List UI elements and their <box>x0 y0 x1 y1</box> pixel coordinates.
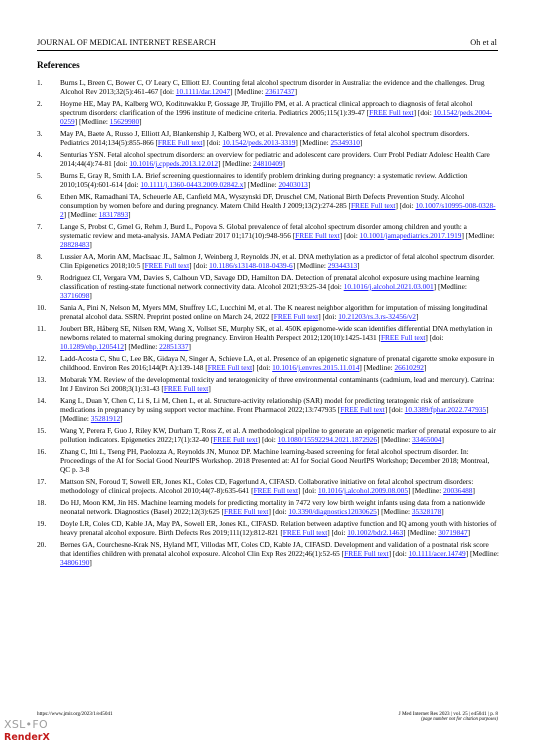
reference-link[interactable]: 35328178 <box>411 507 442 516</box>
reference-item <box>37 519 499 537</box>
reference-number: 7. <box>37 222 43 231</box>
reference-text <box>60 540 499 567</box>
free-full-text-link[interactable]: FREE Full text <box>282 528 328 537</box>
reference-number: 1. <box>37 78 43 87</box>
free-full-text-link[interactable]: FREE Full text <box>369 108 414 117</box>
reference-number: 5. <box>37 171 43 180</box>
reference-item <box>37 303 499 321</box>
reference-item <box>37 150 499 168</box>
free-full-text-link[interactable]: FREE Full text <box>350 201 396 210</box>
reference-item <box>37 129 499 147</box>
reference-link[interactable]: 23617437 <box>265 87 295 96</box>
reference-text <box>60 354 494 372</box>
reference-text-segment: ] [Medline: <box>377 435 413 444</box>
reference-text-segment: Zhang C, Itti L, Tseng PH, Paolozza A, Reynolds JN, Munoz DP. Machine learning-based screening for fetal alcohol spectrum disorder. In: Proceedings of the AI for Social Good NeurIPS Workshop. 2018 Presented at: AI for Social Good NeurIPS Workshop; December 2018; Montreal, QC p. 3-8 <box>60 447 490 474</box>
free-full-text-link[interactable]: FREE Full text <box>213 435 258 444</box>
reference-link[interactable]: 29344313 <box>327 261 358 270</box>
reference-item <box>37 273 499 300</box>
free-full-text-link[interactable]: FREE Full text <box>207 363 253 372</box>
free-full-text-link[interactable]: FREE Full text <box>253 486 299 495</box>
reference-text <box>60 252 495 270</box>
reference-text-segment: ] [doi: <box>388 549 409 558</box>
reference-text-segment: ] [Medline: <box>124 342 160 351</box>
reference-number: 17. <box>37 477 47 486</box>
header-rule <box>37 50 498 51</box>
free-full-text-link[interactable]: FREE Full text <box>295 231 340 240</box>
reference-text-segment: ] [doi: <box>327 528 348 537</box>
reference-link[interactable]: 34806190 <box>60 558 90 567</box>
reference-text <box>60 324 492 351</box>
reference-link[interactable]: 26610292 <box>394 363 424 372</box>
reference-text-segment: ] [doi: <box>202 138 223 147</box>
reference-text <box>60 78 485 96</box>
reference-text <box>60 150 490 168</box>
reference-link[interactable]: 10.1289/ehp.1205412 <box>60 342 125 351</box>
reference-text-segment: Ladd-Acosta C, Shu C, Lee BK, Gidaya N, Singer A, Schieve LA, et al. Presence of an epigenetic signature of prenatal cigarette smoke exposure in childhood. Environ Res 2016;144(Pt A):139-148 [ <box>60 354 495 372</box>
reference-text-segment: Lange S, Probst C, Gmel G, Rehm J, Burd L, Popova S. Global prevalence of fetal alcohol spectrum disorder among children and youth: a systematic review and meta-analysis. JAMA Pediatr 2017 01;171(10):948-956 [ <box>60 222 467 240</box>
reference-link[interactable]: 10.1542/peds.2004-0259 <box>60 108 492 126</box>
reference-item <box>37 477 499 495</box>
reference-link[interactable]: 10.21203/rs.3.rs-32456/v2 <box>338 312 416 321</box>
reference-text-segment: ] [doi: <box>384 405 405 414</box>
free-full-text-link[interactable]: FREE Full text <box>223 507 269 516</box>
reference-link[interactable]: 10.1016/j.alcohol.2021.03.001 <box>343 282 434 291</box>
reference-text-segment: ] <box>359 138 363 147</box>
reference-text-segment: ] <box>294 87 298 96</box>
free-full-text-link[interactable]: FREE Full text <box>273 312 319 321</box>
reference-link[interactable]: 28828483 <box>60 240 90 249</box>
reference-link[interactable]: 35281912 <box>90 414 121 423</box>
reference-link[interactable]: 20403013 <box>278 180 308 189</box>
reference-number: 19. <box>37 519 47 528</box>
reference-item <box>37 222 499 249</box>
reference-item <box>37 99 499 126</box>
reference-link[interactable]: 10.3390/diagnostics12030625 <box>288 507 377 516</box>
reference-link[interactable]: 20036488 <box>443 486 473 495</box>
reference-text <box>60 222 495 249</box>
reference-number: 10. <box>37 303 47 312</box>
reference-text-segment: Kang L, Duan Y, Chen C, Li S, Li M, Chen L, et al. Structure-activity relationship (SAR) model for predicting teratogenic risk of antiseizure medications in pregnancy by using support vector machine. Front Pharmacol 2022;13:747935 [ <box>60 396 474 414</box>
reference-link[interactable]: 10.1111/j.1360-0443.2009.02842.x <box>140 180 244 189</box>
reference-text-segment: Joubert BR, Håberg SE, Nilsen RM, Wang X, Vollset SE, Murphy SK, et al. 450K epigenome-wide scan identifies differential DNA methylation in newborns related to maternal smoking during pregnancy. Environ Health Perspect 2012;120(10):1425-1431 [ <box>60 324 493 342</box>
reference-text-segment: ] <box>188 342 191 351</box>
reference-link[interactable]: 10.1002/bdr2.1463 <box>347 528 404 537</box>
reference-text-segment: ] <box>441 435 444 444</box>
reference-text-segment: ] [Medline: <box>408 486 444 495</box>
reference-number: 14. <box>37 396 47 405</box>
reference-link[interactable]: 33716098 <box>60 291 90 300</box>
free-full-text-link[interactable]: FREE Full text <box>340 405 385 414</box>
reference-link[interactable]: 30719847 <box>438 528 468 537</box>
reference-text-segment: ] [Medline: <box>433 282 467 291</box>
reference-item <box>37 171 499 189</box>
running-author: Oh et al <box>470 38 497 47</box>
reference-text-segment: ] <box>120 414 123 423</box>
reference-number: 8. <box>37 252 43 261</box>
reference-text <box>60 375 495 393</box>
reference-text-segment: ] [Medline: <box>359 363 395 372</box>
reference-text-segment: ] <box>357 261 360 270</box>
reference-item <box>37 426 499 444</box>
reference-text-segment: Hoyme HE, May PA, Kalberg WO, Kodituwakku P, Gossage JP, Trujillo PM, et al. A practical clinical approach to diagnosis of fetal alcohol spectrum disorders: clarification of the 1996 institute of medicine criteria. Pediatrics 2005;115(1):39-47 [ <box>60 99 473 117</box>
reference-number: 12. <box>37 354 47 363</box>
reference-number: 3. <box>37 129 43 138</box>
reference-number: 18. <box>37 498 47 507</box>
reference-text-segment: Bernes GA, Courchesne-Krak NS, Hyland MT, Villodas MT, Coles CD, Kable JA, CIFASD. Development and validation of a postnatal risk score that identifies children with prenatal alcohol exposure. Alcohol Clin Exp Res 2022;46(1):52-65 [ <box>60 540 489 558</box>
reference-text-segment: May PA, Baete A, Russo J, Elliott AJ, Blankenship J, Kalberg WO, et al. Prevalence and characteristics of fetal alcohol spectrum disorders. Pediatrics 2014;134(5):855-866 [ <box>60 129 470 147</box>
reference-text-segment: ] <box>282 159 285 168</box>
reference-link[interactable]: 10.1186/s13148-018-0439-6 <box>209 261 293 270</box>
reference-text-segment: ] [Medline: <box>230 87 266 96</box>
reference-link[interactable]: 33465004 <box>412 435 442 444</box>
reference-link[interactable]: 10.1007/s10995-008-0328-2 <box>60 201 496 219</box>
reference-text <box>60 303 488 321</box>
footer-citation <box>399 711 498 722</box>
reference-text-segment: ] [Medline: <box>63 210 99 219</box>
footer-url[interactable]: https://www.jmir.org/2023/1/e45041 <box>37 711 113 717</box>
free-full-text-link[interactable]: FREE Full text <box>144 261 190 270</box>
reference-text-segment: ] [Medline: <box>74 117 110 126</box>
reference-text <box>60 498 485 516</box>
reference-text-segment: ] [Medline: <box>292 261 328 270</box>
reference-text <box>60 99 492 126</box>
reference-link[interactable]: 10.1111/acer.14749 <box>408 549 466 558</box>
reference-item <box>37 192 499 219</box>
reference-text-segment: Sania A, Pini N, Nelson M, Myers MM, Shuffrey LC, Lucchini M, et al. The K nearest neighbor algorithm for imputation of missing longitudinal prenatal alcohol data. SSRN. Preprint posted online on March 24, 2022 [ <box>60 303 488 321</box>
citation-line: J Med Internet Res 2023 | vol. 25 | e45041 | p. 8 <box>398 711 498 717</box>
reference-link[interactable]: 10.3389/fphar.2022.747935 <box>404 405 487 414</box>
reference-text-segment: Burns E, Gray R, Smith LA. Brief screening questionnaires to identify problem drinking during pregnancy: a systematic review. Addiction 2010;105(4):601-614 [doi: <box>60 171 468 189</box>
reference-item <box>37 354 499 372</box>
reference-text-segment: ] [doi: <box>318 312 339 321</box>
reference-text-segment: ] <box>467 528 471 537</box>
reference-text-segment: ] [Medline: <box>243 180 279 189</box>
reference-text-segment: ] [Medline: <box>403 528 439 537</box>
reference-link[interactable]: 10.1080/15592294.2021.1872926 <box>277 435 378 444</box>
reference-number: 13. <box>37 375 47 384</box>
reference-item <box>37 396 499 423</box>
reference-text-segment: ] <box>415 312 419 321</box>
reference-link[interactable]: 10.1016/j.alcohol.2009.08.005 <box>318 486 409 495</box>
reference-number: 15. <box>37 426 47 435</box>
reference-text-segment: Lussier AA, Morin AM, MacIsaac JL, Salmon J, Weinberg J, Reynolds JN, et al. DNA methylation as a predictor of fetal alcohol spectrum disorder. Clin Epigenetics 2018;10:5 [ <box>60 252 495 270</box>
reference-text-segment: ] <box>89 558 92 567</box>
reference-link[interactable]: 25349310 <box>330 138 360 147</box>
reference-link[interactable]: 24810409 <box>253 159 283 168</box>
reference-text-segment: ] [doi: <box>252 363 273 372</box>
reference-text-segment: ] [Medline: <box>465 549 499 558</box>
free-full-text-link[interactable]: FREE Full text <box>380 333 426 342</box>
reference-text-segment: ] <box>89 240 92 249</box>
reference-link[interactable]: 15629980 <box>109 117 140 126</box>
reference-text-segment: ] [doi: <box>257 435 278 444</box>
reference-item <box>37 252 499 270</box>
reference-text-segment: ] [doi: <box>395 201 416 210</box>
reference-item <box>37 78 499 96</box>
reference-number: 6. <box>37 192 43 201</box>
reference-text-segment: ] [doi: <box>413 108 434 117</box>
reference-text-segment: ] <box>423 363 427 372</box>
reference-text-segment: ] <box>89 291 92 300</box>
reference-text <box>60 273 479 300</box>
page-note: (page number not for citation purposes) <box>421 717 498 722</box>
reference-number: 11. <box>37 324 46 333</box>
reference-text-segment: ] [doi: <box>268 507 289 516</box>
reference-number: 20. <box>37 540 47 549</box>
reference-link[interactable]: 10.1016/j.cppeds.2013.12.012 <box>129 159 219 168</box>
section-title: References <box>37 60 80 70</box>
reference-text <box>60 426 496 444</box>
reference-item <box>37 498 499 516</box>
reference-text-segment: Rodriguez CI, Vergara VM, Davies S, Calhoun VD, Savage DD, Hamilton DA. Detection of prenatal alcohol exposure using machine learning classification of resting-state functional network connectivity data. Alcohol 2021;93:25-34 [doi: <box>60 273 480 291</box>
reference-text-segment: ] [Medline: <box>461 231 495 240</box>
reference-text-segment: Mattson SN, Foroud T, Sowell ER, Jones KL, Coles CD, Fagerlund A, CIFASD. Collaborative initiative on fetal alcohol spectrum disorders: methodology of clinical projects. Alcohol 2010;44(7-8):635-641 [ <box>60 477 474 495</box>
reference-text-segment: ] [Medline: <box>218 159 254 168</box>
reference-text <box>60 519 497 537</box>
reference-text <box>60 396 489 423</box>
reference-link[interactable]: 10.1001/jamapediatrics.2017.1919 <box>359 231 462 240</box>
reference-link[interactable]: 22851337 <box>159 342 189 351</box>
reference-text-segment: Doyle LR, Coles CD, Kable JA, May PA, Sowell ER, Jones KL, CIFASD. Relation between adaptive function and IQ among youth with histories of heavy prenatal alcohol exposure. Birth Defects Res 2019;111(12):812-821 [ <box>60 519 497 537</box>
reference-text-segment: ] [doi: <box>339 231 360 240</box>
reference-text-segment: ] <box>441 507 444 516</box>
reference-text-segment: Do HJ, Moon KM, Jin HS. Machine learning models for predicting mortality in 7472 very low birth weight infants using data from a nationwide neonatal network. Diagnostics (Basel) 2022;12(3):625 [ <box>60 498 486 516</box>
reference-text-segment: ] [doi: <box>298 486 319 495</box>
reference-text-segment: Senturias YSN. Fetal alcohol spectrum disorders: an overview for pediatric and adolescent care providers. Curr Probl Pediatr Adolesc Health Care 2014;44(4):74-81 [doi: <box>60 150 490 168</box>
reference-link[interactable]: 10.1016/j.envres.2015.11.014 <box>272 363 360 372</box>
reference-text-segment: ] <box>472 486 475 495</box>
reference-text-segment: Ethen MK, Ramadhani TA, Scheuerle AE, Canfield MA, Wyszynski DF, Druschel CM, National Birth Defects Prevention Study. Alcohol consumption by women before and during pregnancy. Matern Child Health J 2009;13(2):274-285 [ <box>60 192 465 210</box>
reference-link[interactable]: 10.1111/dar.12047 <box>175 87 231 96</box>
reference-text <box>60 171 467 189</box>
reference-number: 4. <box>37 150 43 159</box>
reference-text-segment: ] [Medline: <box>376 507 412 516</box>
reference-text-segment: ] <box>208 384 211 393</box>
free-full-text-link[interactable]: FREE Full text <box>157 138 203 147</box>
reference-item <box>37 375 499 393</box>
reference-number: 16. <box>37 447 47 456</box>
reference-item <box>37 540 499 567</box>
reference-link[interactable]: 18317893 <box>98 210 129 219</box>
free-full-text-link[interactable]: FREE Full text <box>344 549 389 558</box>
reference-text-segment: Burns L, Breen C, Bower C, O' Leary C, Elliott EJ. Counting fetal alcohol spectrum disorder in Australia: the evidence and the challenges. Drug Alcohol Rev 2013;32(5):461-467 [doi: <box>60 78 485 96</box>
reference-list <box>37 78 499 570</box>
reference-number: 2. <box>37 99 43 108</box>
reference-text-segment: ] [Medline: <box>295 138 331 147</box>
reference-text-segment: Mobarak YM. Review of the developmental toxicity and teratogenicity of three environmental contaminants (cadmium, lead and mercury). Catrina: Int J Environ Sci 2008;3(1):31-43 [ <box>60 375 495 393</box>
reference-text-segment: ] [doi: <box>425 333 444 342</box>
reference-text-segment: ] <box>139 117 142 126</box>
renderx-watermark <box>4 718 50 744</box>
reference-text <box>60 192 496 219</box>
reference-text-segment: ] <box>128 210 131 219</box>
reference-text <box>60 477 475 495</box>
reference-item <box>37 324 499 351</box>
reference-text-segment: ] <box>307 180 311 189</box>
watermark-line2: RenderX <box>4 732 50 743</box>
free-full-text-link[interactable]: FREE Full text <box>163 384 209 393</box>
reference-text <box>60 129 469 147</box>
journal-name: JOURNAL OF MEDICAL INTERNET RESEARCH <box>37 38 216 47</box>
reference-link[interactable]: 10.1542/peds.2013-3319 <box>222 138 296 147</box>
reference-item <box>37 447 499 474</box>
reference-text <box>60 447 489 474</box>
reference-text-segment: ] [doi: <box>189 261 210 270</box>
reference-text-segment: Wang Y, Perera F, Guo J, Riley KW, Durham T, Ross Z, et al. A methodological pipeline to generate an epigenetic marker of prenatal exposure to air pollution indicators. Epigenetics 2022;17(1):32-40 [ <box>60 426 497 444</box>
reference-text-segment: ] [Medline: <box>60 405 489 423</box>
reference-number: 9. <box>37 273 43 282</box>
watermark-line1: XSL•FO <box>4 718 48 731</box>
